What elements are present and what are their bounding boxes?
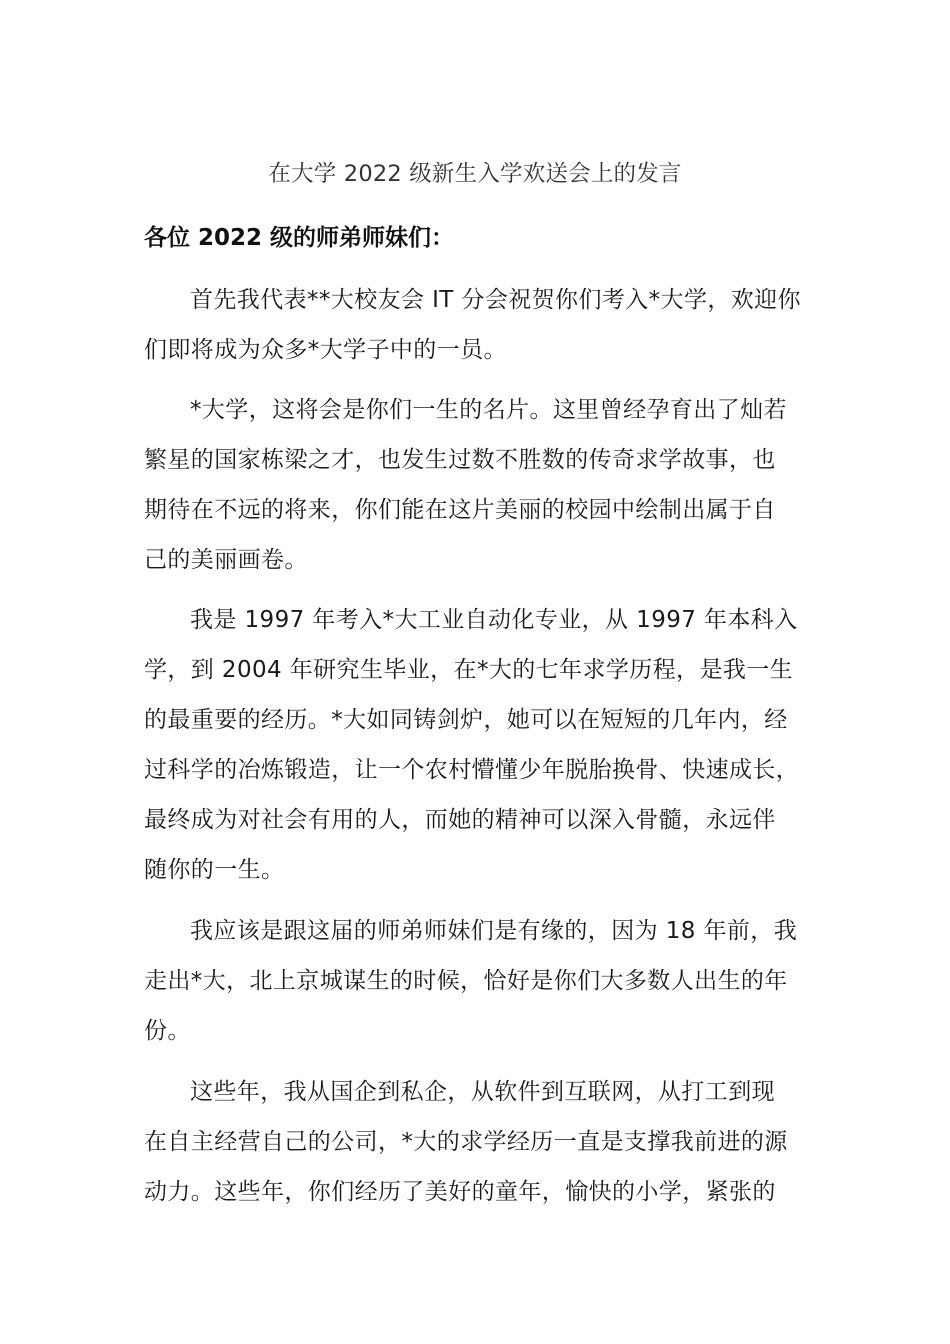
paragraph	[144, 595, 814, 895]
paragraph-line: 这些年，我从国企到私企，从软件到互联网，从打工到现	[190, 1079, 775, 1105]
paragraph-line: 期待在不远的将来，你们能在这片美丽的校园中绘制出属于自	[144, 497, 776, 523]
paragraph-line: 首先我代表**大校友会 IT 分会祝贺你们考入*大学，欢迎你	[190, 287, 801, 313]
paragraph-line: 学，到 2004 年研究生毕业，在*大的七年求学历程，是我一生	[144, 657, 794, 683]
greeting: 各位 2022 级的师弟师妹们：	[144, 225, 455, 251]
paragraph-line: 们即将成为众多*大学子中的一员。	[144, 337, 507, 363]
paragraph-line: 动力。这些年，你们经历了美好的童年，愉快的小学，紧张的	[144, 1179, 776, 1205]
paragraph-line: 己的美丽画卷。	[144, 547, 308, 573]
paragraph-line: 过科学的冶炼锻造，让一个农村懵懂少年脱胎换骨、快速成长，	[144, 757, 800, 783]
document-title: 在大学 2022 级新生入学欢送会上的发言	[268, 161, 682, 187]
paragraph-line: 最终成为对社会有用的人，而她的精神可以深入骨髓，永远伴	[144, 807, 776, 833]
paragraph-line: 我应该是跟这届的师弟师妹们是有缘的，因为 18 年前，我	[190, 918, 798, 944]
paragraph-line: 走出*大，北上京城谋生的时候，恰好是你们大多数人出生的年	[144, 968, 788, 994]
paragraph-line: 繁星的国家栋梁之才，也发生过数不胜数的传奇求学故事，也	[144, 447, 776, 473]
paragraph	[144, 275, 814, 375]
paragraph-line: 随你的一生。	[144, 857, 285, 883]
paragraph-line: 我是 1997 年考入*大工业自动化专业，从 1997 年本科入	[190, 607, 798, 633]
paragraph	[144, 385, 814, 585]
paragraph-line: 份。	[144, 1018, 191, 1044]
paragraph-line: *大学，这将会是你们一生的名片。这里曾经孕育出了灿若	[190, 397, 787, 423]
paragraph	[144, 906, 814, 1056]
paragraph-line: 的最重要的经历。*大如同铸剑炉，她可以在短短的几年内，经	[144, 707, 788, 733]
paragraph-line: 在自主经营自己的公司，*大的求学经历一直是支撑我前进的源	[144, 1129, 788, 1155]
paragraph	[144, 1067, 814, 1217]
